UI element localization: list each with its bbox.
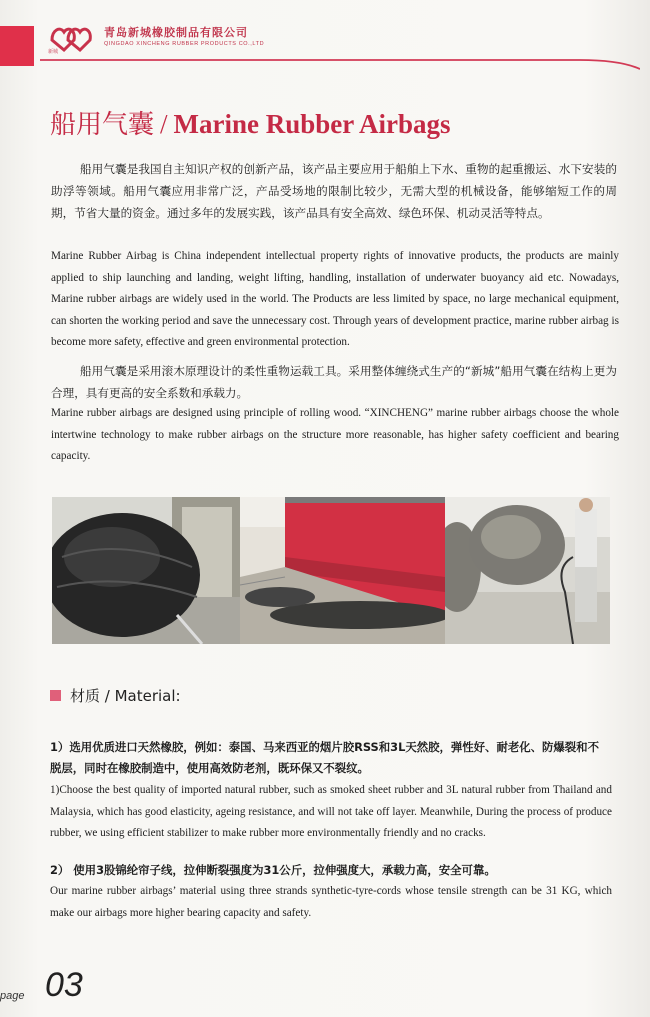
page-title: [50, 104, 451, 141]
material-item2-cn: 2） 使用3股锦纶帘子线，拉伸断裂强度为31公斤，拉伸强度大，承载力高，安全可靠。: [50, 863, 496, 877]
airbag-washing-photo: [445, 497, 610, 644]
material-heading: [50, 685, 181, 706]
company-logo-icon: [46, 20, 94, 54]
rolling-paragraph-cn: 船用气囊是采用滚木原理设计的柔性重物运载工具。采用整体缠绕式生产的“新城”船用气囊在结构上更为合理，具有更高的安全系数和承载力。: [51, 364, 617, 400]
header-red-strip: [0, 26, 34, 66]
company-name-en: QINGDAO XINCHENG RUBBER PRODUCTS CO.,LTD: [104, 41, 265, 47]
title-cn: 船用气囊: [50, 110, 155, 140]
material-item2-en: Our marine rubber airbags’ material using three strands synthetic-tyre-cords whose tensile strength can be 31 KG, which make our airbags more higher bearing capacity and safety.: [50, 885, 612, 919]
material-item1-en: 1)Choose the best quality of imported natural rubber, such as smoked sheet rubber and 3L natural rubber from Thailand and Malaysia, which has good elasticity, ageing resistance, and will not take off layer. Meanwhile, During the process of produce rubber, we using efficient stabilizer to make rubber more environmentally friendly and no cracks.: [50, 784, 612, 839]
intro-paragraph-en: Marine Rubber Airbag is China independent intellectual property rights of innovative products, the products are mainly applied to ship launching and landing, weight lifting, handling, installation of underwater buoyancy aid etc. Nowadays, Marine rubber airbags are widely used in the world. The Products are less limited by space, no large mechanical equipment, can shorten the working period and save the unnecessary cost. Through years of development practice, marine rubber airbag is become more safety, effective and green environmental protection.: [51, 250, 619, 348]
material-title: 材质 / Material:: [70, 687, 181, 705]
company-name-cn: 青岛新城橡胶制品有限公司: [104, 26, 248, 39]
photo-strip: [52, 497, 610, 644]
bullet-square-icon: [50, 690, 61, 701]
intro-paragraph-cn: 船用气囊是我国自主知识产权的创新产品，该产品主要应用于船舶上下水、重物的起重搬运、水下安装的助浮等领域。船用气囊应用非常广泛，产品受场地的限制比较少，无需大型的机械设备，能够缩短工作的周期，节省大量的资金。通过多年的发展实践，该产品具有安全高效、绿色环保、机动灵活等特点。: [51, 162, 617, 220]
header-divider: [40, 56, 640, 70]
rolling-paragraph-en: Marine rubber airbags are designed using principle of rolling wood. “XINCHENG” marine rubber airbags choose the whole intertwine technology to make rubber airbags on the structure more reasonable, has higher safety coefficient and bearing capacity.: [51, 407, 619, 462]
page-label: page: [0, 990, 25, 1002]
ship-launch-photo: [240, 497, 445, 644]
material-item1-cn: 1）选用优质进口天然橡胶，例如：泰国、马来西亚的烟片胶RSS和3L天然胶，弹性好、耐老化、防爆裂和不脱层，同时在橡胶制造中，使用高效防老剂，既环保又不裂纹。: [50, 740, 599, 775]
airbag-warehouse-photo: [52, 497, 240, 644]
title-en: Marine Rubber Airbags: [173, 109, 451, 139]
svg-text:新城: 新城: [48, 49, 59, 54]
page-number: 03: [45, 966, 83, 1004]
title-separator: /: [160, 109, 168, 139]
